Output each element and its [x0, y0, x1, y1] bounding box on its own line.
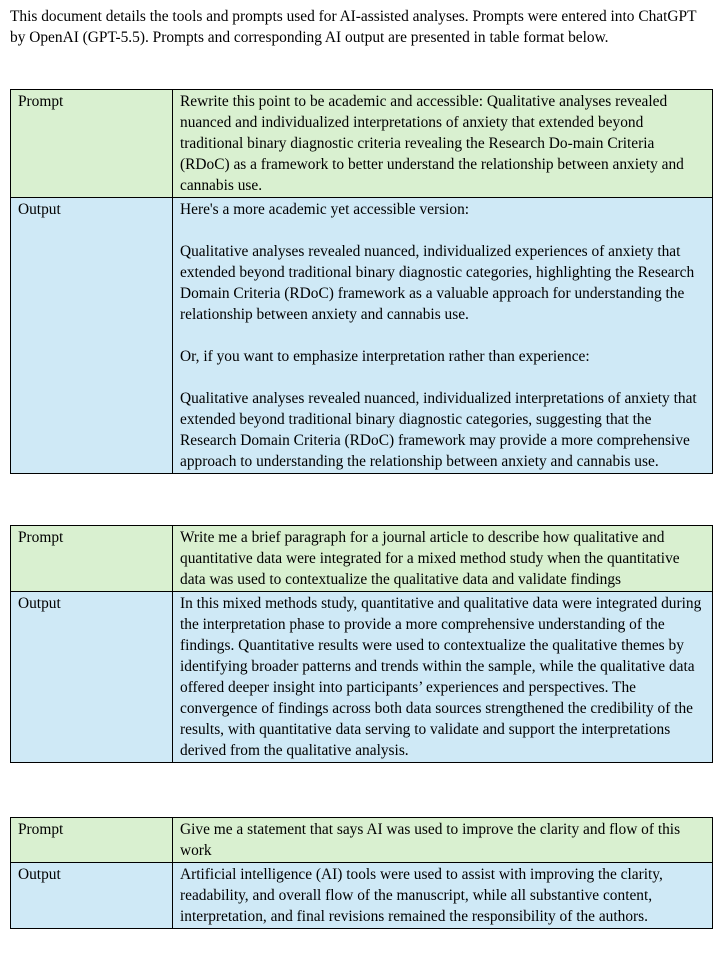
prompt-label: Prompt [11, 90, 173, 198]
output-text [173, 863, 713, 929]
prompt-text: Write me a brief paragraph for a journal article to describe how qualitative and quantitative data were integrated for a mixed method study when the quantitative data was used to contextualize the qualitative data and validate findings [173, 526, 713, 592]
prompt-row [11, 90, 713, 198]
output-paragraph: In this mixed methods study, quantitative and qualitative data were integrated during the interpretation phase to provide a more comprehensive understanding of the findings. Quantitative results were used to contextualize the qualitative themes by identifying broader patterns and trends within the sample, while the qualitative data offered deeper insight into participants’ experiences and perspectives. The convergence of findings across both data sources strengthened the credibility of the results, with quantitative data serving to validate and support the interpretations derived from the qualitative analysis. [180, 595, 702, 759]
output-text [173, 198, 713, 474]
prompt-row [11, 818, 713, 863]
prompt-label: Prompt [11, 818, 173, 863]
output-paragraph: Qualitative analyses revealed nuanced, individualized experiences of anxiety that extended beyond traditional binary diagnostic categories, highlighting the Research Domain Criteria (RDoC) framework as a valuable approach for understanding the relationship between anxiety and cannabis use. [180, 243, 695, 323]
output-paragraph: Artificial intelligence (AI) tools were used to assist with improving the clarity, readability, and overall flow of the manuscript, while all substantive content, interpretation, and final revisions remained the responsibility of the authors. [180, 866, 663, 925]
output-label: Output [11, 863, 173, 929]
output-paragraph: Qualitative analyses revealed nuanced, individualized interpretations of anxiety that extended beyond traditional binary diagnostic categories, suggesting that the Research Domain Criteria (RDoC) framework may provide a more comprehensive approach to understanding the relationship between anxiety and cannabis use. [180, 390, 697, 470]
prompt-output-table-2 [10, 525, 713, 763]
prompt-text: Give me a statement that says AI was used to improve the clarity and flow of this work [173, 818, 713, 863]
intro-paragraph: This document details the tools and prompts used for AI-assisted analyses. Prompts were entered into ChatGPT by OpenAI (GPT-5.5). Prompts and corresponding AI output are presented in table format below. [10, 8, 697, 46]
output-paragraph: Or, if you want to emphasize interpretation rather than experience: [180, 348, 590, 365]
prompt-text: Rewrite this point to be academic and accessible: Qualitative analyses revealed nuanced and individualized interpretations of anxiety that extended beyond traditional binary diagnostic criteria revealing the Research Do-main Criteria (RDoC) as a framework to better understand the relationship between anxiety and cannabis use. [173, 90, 713, 198]
prompt-label: Prompt [11, 526, 173, 592]
prompt-output-table-3 [10, 817, 713, 929]
output-label: Output [11, 198, 173, 474]
output-text [173, 592, 713, 763]
output-label: Output [11, 592, 173, 763]
output-paragraph: Here's a more academic yet accessible version: [180, 201, 470, 218]
output-row [11, 198, 713, 474]
output-row [11, 863, 713, 929]
prompt-row [11, 526, 713, 592]
output-row [11, 592, 713, 763]
prompt-output-table-1 [10, 89, 713, 474]
